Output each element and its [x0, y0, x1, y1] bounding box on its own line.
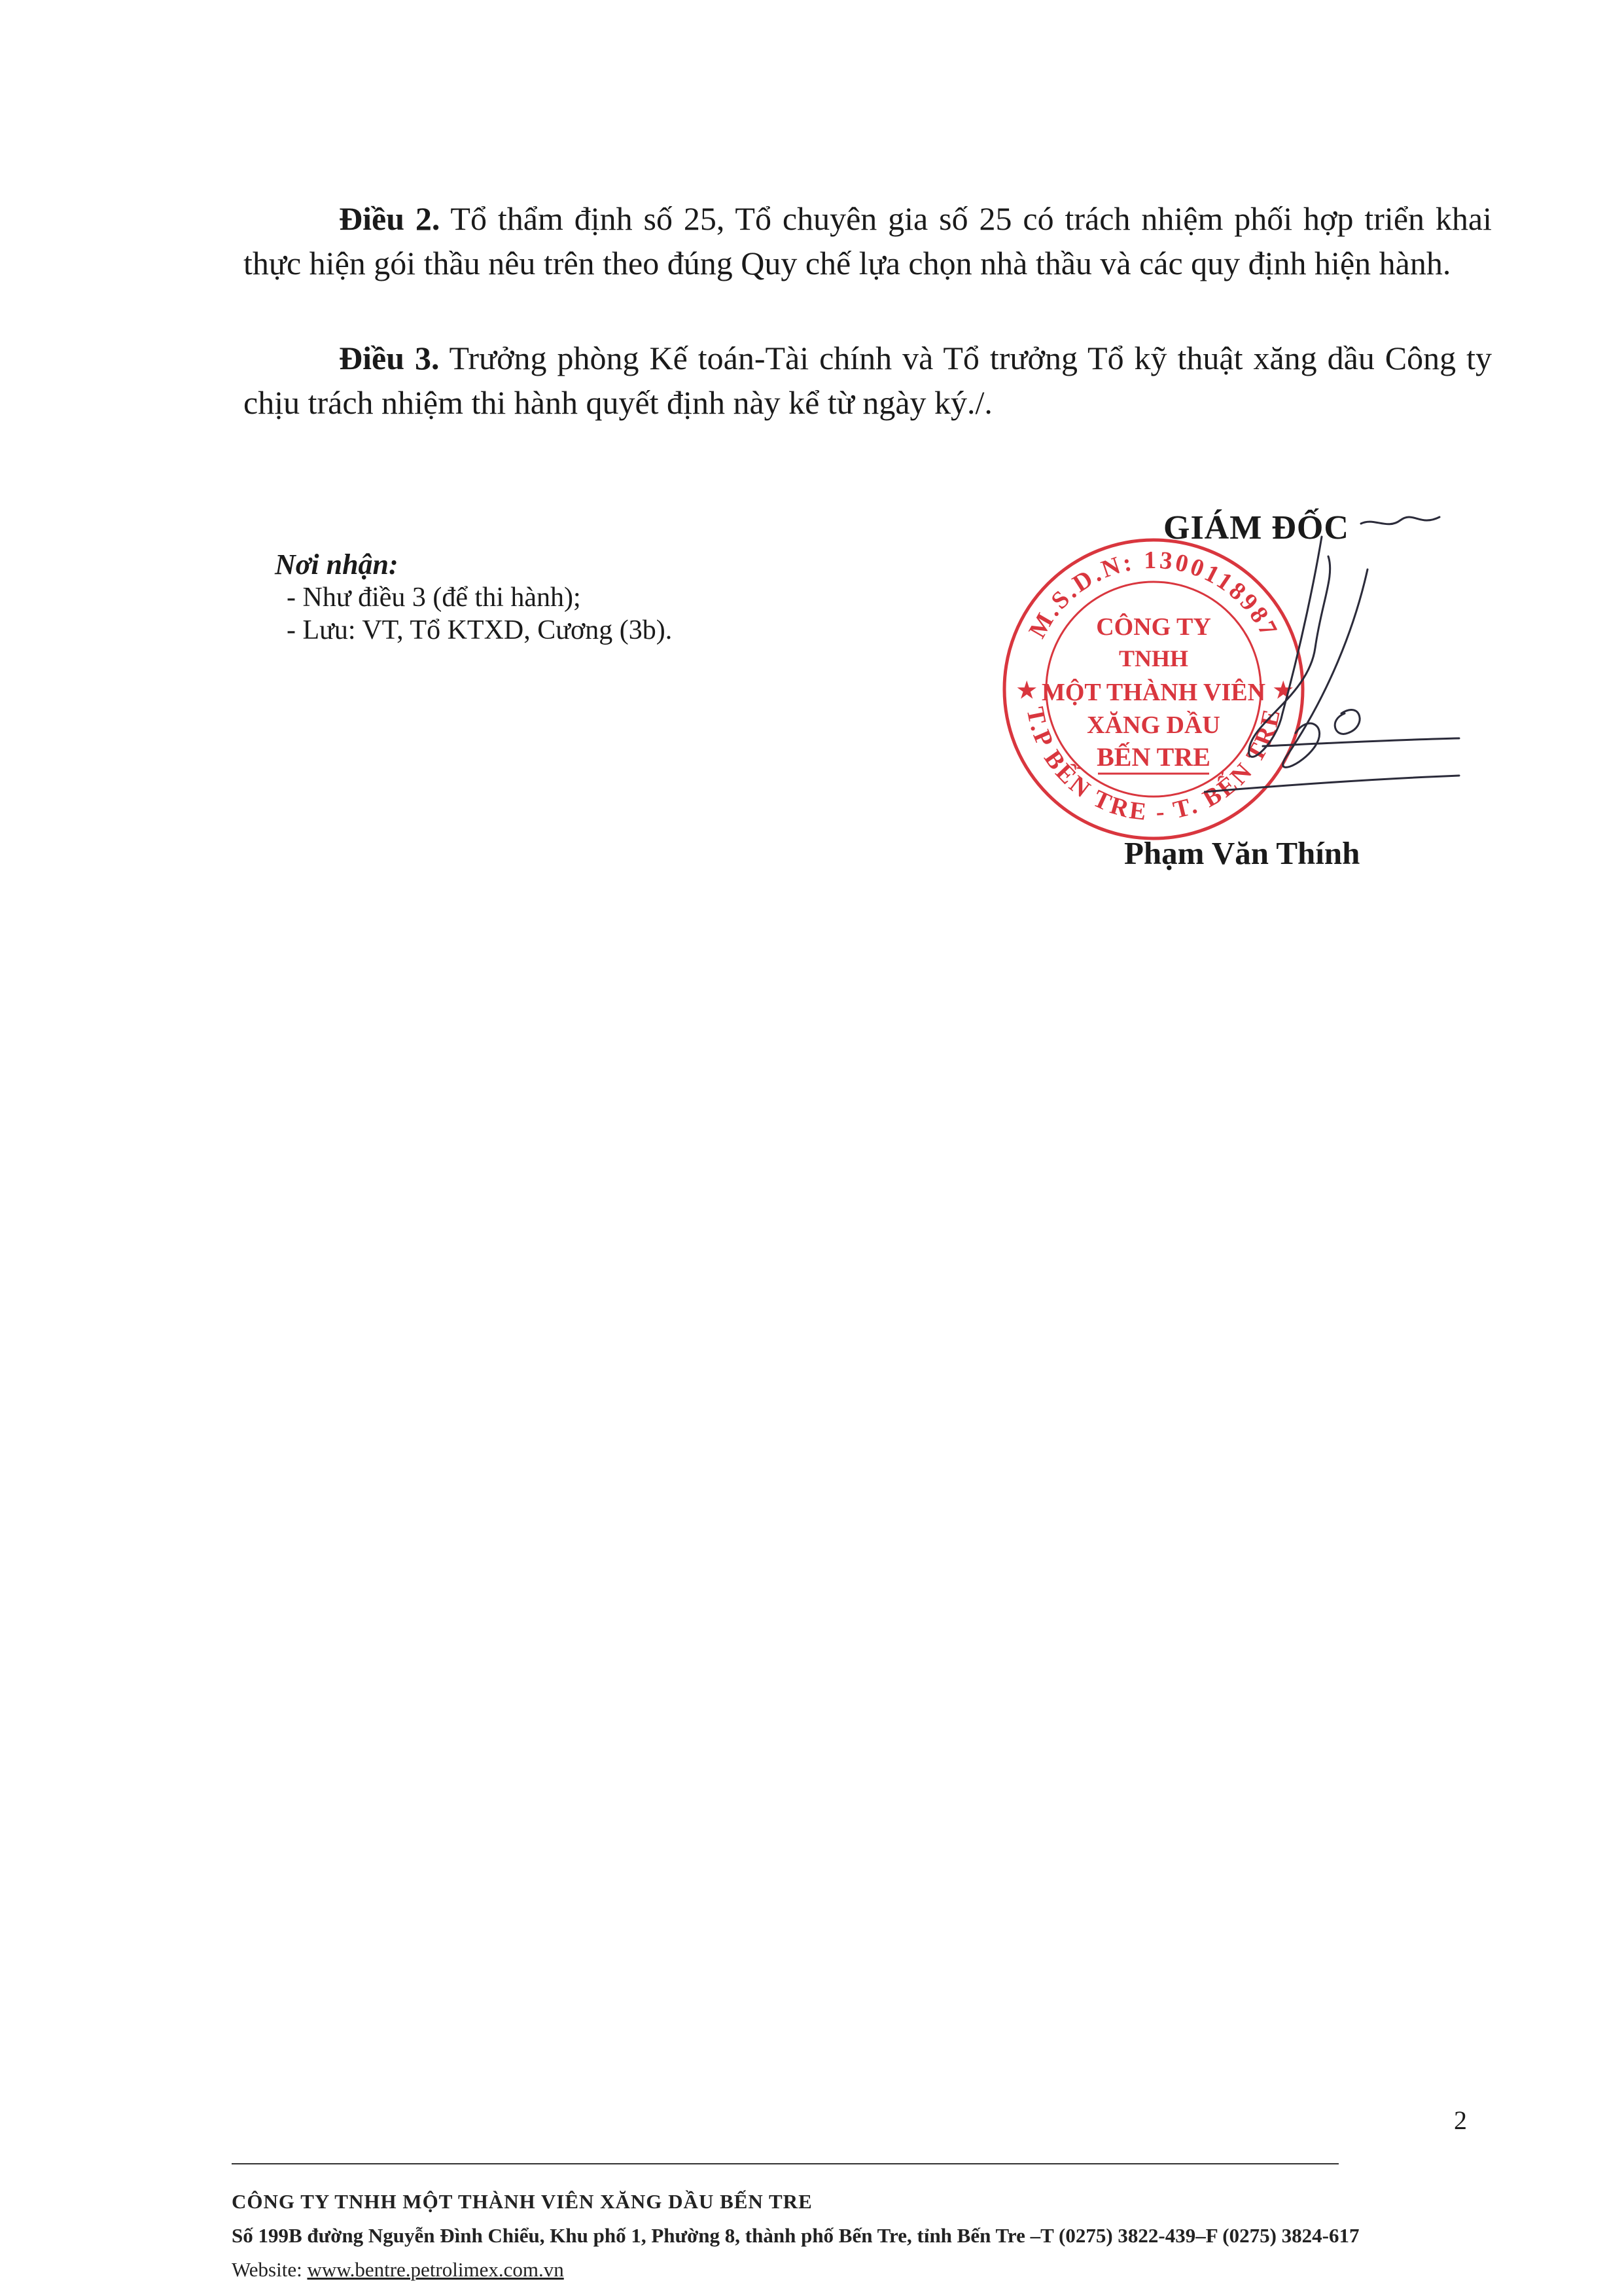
website-link[interactable]: www.bentre.petrolimex.com.vn: [307, 2258, 564, 2281]
handwritten-signature: [1204, 497, 1466, 838]
article-3-label: Điều 3.: [339, 340, 440, 376]
article-2-label: Điều 2.: [339, 200, 440, 237]
recipient-item: - Lưu: VT, Tổ KTXD, Cương (3b).: [287, 615, 673, 645]
footer-website-line: [232, 2253, 1359, 2287]
signer-name: Phạm Văn Thính: [1124, 835, 1360, 871]
article-2: [243, 196, 1492, 285]
recipients-block: [275, 548, 672, 647]
article-2-text: Tổ thẩm định số 25, Tổ chuyên gia số 25 có trách nhiệm phối hợp triển khai thực hiện gói thầu nêu trên theo đúng Quy chế lựa chọn nhà thầu và các quy định hiện hành.: [243, 200, 1492, 281]
page-number: 2: [1454, 2106, 1467, 2135]
svg-text:BẾN TRE: BẾN TRE: [1097, 742, 1210, 772]
article-3: [243, 336, 1492, 425]
svg-text:MỘT THÀNH VIÊN: MỘT THÀNH VIÊN: [1041, 679, 1266, 706]
svg-text:TNHH: TNHH: [1118, 645, 1189, 672]
svg-text:★: ★: [1017, 679, 1037, 703]
footer-address: Số 199B đường Nguyễn Đình Chiểu, Khu phố 1, Phường 8, thành phố Bến Tre, tỉnh Bến Tre –T (0275) 3822-439–F (0275) 3824-617: [232, 2224, 1360, 2247]
recipient-item: - Như điều 3 (để thi hành);: [287, 583, 581, 613]
footer-divider: [232, 2163, 1339, 2164]
svg-text:M.S.D.N: 1300118987: M.S.D.N: 1300118987: [1023, 546, 1284, 643]
svg-text:★: ★: [1273, 679, 1294, 703]
svg-text:CÔNG TY: CÔNG TY: [1096, 613, 1211, 641]
svg-text:XĂNG DẦU: XĂNG DẦU: [1087, 711, 1220, 739]
footer-company: CÔNG TY TNHH MỘT THÀNH VIÊN XĂNG DẦU BẾN TRE: [232, 2190, 813, 2213]
article-3-text: Trưởng phòng Kế toán-Tài chính và Tổ trưởng Tổ kỹ thuật xăng dầu Công ty chịu trách nhiệm thi hành quyết định này kể từ ngày ký./.: [243, 340, 1492, 421]
signer-title: GIÁM ĐỐC: [1163, 509, 1349, 547]
footer-website-label: Website:: [232, 2258, 308, 2281]
footer: [232, 2185, 1359, 2287]
svg-text:T.P BẾN TRE - T. BẾN TRE: T.P BẾN TRE - T. BẾN TRE: [1021, 704, 1286, 827]
recipients-heading: Nơi nhận:: [275, 548, 398, 581]
